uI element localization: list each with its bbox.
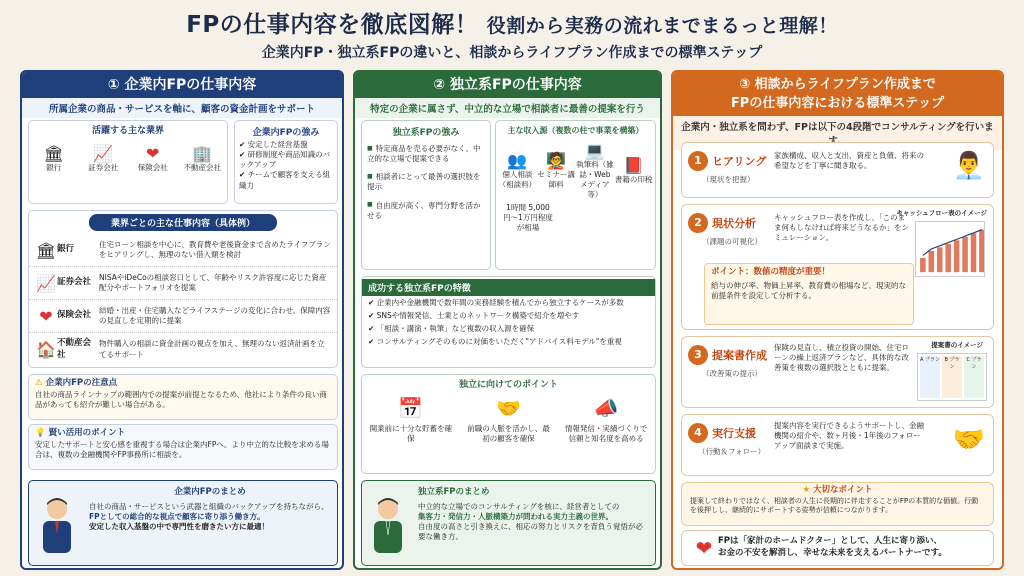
strength-item: ✔ 研修制度や商品知識のバックアップ — [239, 150, 331, 170]
column-standard-steps — [671, 70, 1004, 570]
row-label: 証券会社 — [57, 277, 92, 288]
step-2 — [681, 204, 994, 330]
by-industry-row — [29, 333, 337, 366]
proposal-col: C プラン — [964, 356, 984, 398]
important-text: 提案して終わりではなく、相談者の人生に長期的に伴走することがFPの本質的な価値。行動を後押しし、継続的にサポートする姿勢が信頼につながります。 — [690, 496, 979, 515]
point-label: 情報発信・実績づくりで信頼と知名度を高める — [564, 424, 648, 444]
industry-realestate — [180, 144, 224, 173]
strengths-box — [234, 120, 338, 204]
strength-item: ■ 自由度が高く、専門分野を活かせる — [367, 201, 485, 221]
businessman-illustration — [35, 495, 79, 553]
success-item: ✔ SNSや情報発信、士業とのネットワーク構築で紹介を増やす — [368, 311, 580, 321]
by-industry-row — [29, 300, 337, 333]
page-subtitle: 企業内FP・独立系FPの違いと、相談からライフプラン作成までの標準ステップ — [261, 45, 763, 61]
laptop-icon: 💻 — [584, 141, 605, 160]
success-title: 成功する独立系FPの特徴 — [362, 279, 655, 296]
fee-note: 1時間 5,000円〜1万円程度が相場 — [503, 202, 553, 232]
summary-title: 企業内FPのまとめ — [174, 487, 246, 497]
building-icon: 🏢 — [192, 144, 213, 163]
point-box — [704, 263, 914, 325]
step-number: 2 — [688, 213, 708, 233]
column3-header — [673, 72, 1002, 116]
caution-text: 自社の商品ラインナップの範囲内での提案が前提となるため、他社により条件の良い商品があっても紹介が難しい場合がある。 — [35, 389, 327, 410]
step-title: 提案書作成 — [712, 349, 767, 362]
step-subtitle: （行動＆フォロー） — [698, 447, 766, 456]
title-sub: 役割から実務の流れまでまるっと理解！ — [486, 15, 838, 37]
heart-hand-icon: ❤ — [146, 144, 160, 163]
independent-strengths-title: 独立系FPの強み — [392, 128, 460, 138]
caution-box — [28, 374, 338, 420]
closing-line2: お金の不安を解消し、幸せな未来を支えるパートナーです。 — [718, 548, 947, 558]
row-label: 銀行 — [57, 244, 75, 255]
step-title: 実行支援 — [712, 427, 756, 440]
success-item: ✔ 企業内や金融機関で数年間の実務経験を積んでから独立するケースが多数 — [368, 298, 624, 307]
important-box — [681, 482, 994, 526]
step-number: 1 — [688, 151, 708, 171]
megaphone-icon: 📣 — [593, 396, 619, 420]
column2-lead: 特定の企業に属さず、中立的な立場で相談者に最善の提案を行う — [355, 98, 660, 118]
income-label: セミナー講師料 — [537, 170, 575, 190]
row-label: 保険会社 — [57, 310, 92, 321]
heart-hand-icon: ❤ — [39, 306, 53, 326]
chart-monitor-icon: 📈 — [93, 144, 114, 163]
row-text: 結婚・出産・住宅購入などライフステージの変化に合わせ、保障内容の見直しを定期的に提案 — [99, 305, 331, 325]
step-1 — [681, 142, 994, 198]
caution-title: ⚠ 企業内FPの注意点 — [35, 378, 118, 388]
points-list — [362, 396, 655, 444]
summary-line1: 自社の商品・サービスという武器と組織のバックアップを持ちながら、 — [89, 501, 329, 511]
cashflow-bar — [979, 230, 985, 272]
cashflow-bar — [954, 240, 960, 272]
industry-label: 銀行 — [46, 163, 62, 172]
independent-summary-box — [361, 480, 656, 566]
strengths-title: 企業内FPの強み — [252, 128, 320, 138]
bank-icon: 🏛 — [43, 144, 64, 163]
step-text: 保険の見直し、積立投資の開始、住宅ローンの繰上返済プランなど、具体的な改善策を複数の選択肢とともに提案。 — [774, 343, 909, 373]
proposal-col: B プラン — [942, 356, 962, 398]
row-text: NISAやiDeCoの相談窓口として、年齢やリスク許容度に応じた資産配分やポートフォリオを提案 — [99, 272, 327, 292]
point-item — [564, 396, 648, 444]
proposal-col: A プラン — [920, 356, 940, 398]
income-list — [498, 141, 653, 201]
step-text: キャッシュフロー表を作成し、「このまま何もしなければ将来どうなるか」をシミュレーション。 — [774, 213, 909, 243]
cashflow-bar — [937, 247, 943, 272]
page-title — [0, 6, 1024, 39]
column1-lead: 所属企業の商品・サービスを軸に、顧客の資金計画をサポート — [22, 98, 342, 118]
point-text: 給与の伸び率、物価上昇率、教育費の相場など、現実的な前提条件を設定して分析する。 — [711, 280, 906, 301]
industry-insurance — [131, 144, 175, 173]
step-number: 3 — [688, 345, 708, 365]
by-industry-row — [29, 234, 337, 267]
strength-item: ✔ 安定した経営基盤 — [239, 140, 308, 149]
income-item — [576, 141, 614, 201]
title-main: FPの仕事内容を徹底図解！ — [186, 12, 479, 38]
column3-lead: 企業内・独立系を問わず、FPは以下の4段階でコンサルティングを行いま — [673, 116, 1002, 150]
step-4 — [681, 414, 994, 476]
income-box — [495, 120, 656, 270]
industry-bank — [32, 144, 76, 173]
industry-label: 不動産会社 — [183, 163, 221, 172]
income-label: 書籍の印税 — [614, 175, 653, 185]
strength-item: ■ 相談者にとって最善の選択肢を提示 — [367, 172, 485, 192]
income-label: 執筆料（雑誌・Webメディア等） — [576, 160, 614, 200]
cashflow-bar — [945, 244, 951, 272]
income-item — [498, 151, 536, 190]
heart-hands-icon: ❤ — [695, 536, 713, 560]
points-box — [361, 374, 656, 474]
success-item: ✔ コンサルティングそのものに対価をいただく"アドバイス料モデル"を重視 — [368, 337, 622, 347]
cashflow-chart — [915, 221, 985, 277]
step-number: 4 — [688, 423, 708, 443]
industry-label: 保険会社 — [137, 163, 168, 172]
point-item — [369, 396, 453, 444]
calendar-coin-icon: 📅 — [398, 396, 424, 420]
strength-item: ■ 特定商品を売る必要がなく、中立的な立場で提案できる — [367, 144, 485, 164]
column3-header-line2: FPの仕事内容における標準ステップ — [730, 96, 945, 111]
points-title: 独立に向けてのポイント — [458, 380, 558, 390]
cashflow-bar — [971, 233, 977, 272]
closing-box — [681, 530, 994, 566]
summary-line2: FPとしての総合的な視点で顧客に寄り添う働き方。 — [89, 512, 265, 522]
handshake-icon: 🤝 — [496, 396, 521, 420]
proposal-label: 提案書のイメージ — [931, 341, 983, 349]
industries-box — [28, 120, 228, 204]
independent-strengths-box — [361, 120, 491, 270]
tips-title: 💡 賢い活用のポイント — [35, 428, 126, 438]
by-industry-title: 業界ごとの主な仕事内容（具体例） — [89, 214, 277, 231]
step-title: 現状分析 — [712, 217, 756, 230]
handshake-illustration: 🤝 — [952, 425, 985, 455]
income-label: 個人相談（相談料） — [498, 170, 537, 190]
industry-label: 証券会社 — [88, 163, 119, 172]
house-icon: 🏠 — [36, 340, 56, 359]
chart-monitor-icon: 📈 — [36, 273, 56, 293]
seminar-icon: 🧑‍🏫 — [546, 151, 567, 171]
column1-header: ① 企業内FPの仕事内容 — [22, 72, 342, 98]
point-title: ポイント：数値の精度が重要！ — [711, 267, 831, 277]
income-item — [615, 156, 653, 185]
row-text: 物件購入の相談に資金計画の視点を加え、無理のない返済計画を立てるサポート — [99, 339, 325, 359]
step-text: 家族構成、収入と支出、資産と負債、将来の希望などを丁寧に聞き取る。 — [774, 151, 924, 171]
step-title: ヒアリング — [712, 155, 767, 168]
by-industry-row — [29, 267, 337, 300]
businessman-illustration — [366, 495, 410, 553]
consultation-illustration: 👨‍💼 — [952, 151, 985, 181]
consult-icon: 👥 — [507, 151, 528, 171]
industries-title: 活躍する主な業界 — [91, 126, 164, 136]
summary-line2: 集客力・発信力・人脈構築力が問われる実力主義の世界。 — [418, 512, 613, 522]
cashflow-bar — [962, 237, 968, 272]
step-3 — [681, 336, 994, 408]
cashflow-bar — [920, 258, 926, 272]
column2-header: ② 独立系FPの仕事内容 — [355, 72, 660, 98]
row-text: 住宅ローン相談を中心に、教育費や老後資金まで含めたライフプランをヒアリングし、無理のない借入額を検討 — [99, 239, 331, 259]
summary-line3: 自由度の高さと引き換えに、相応の努力とリスクを背負う覚悟が必要な働き方。 — [418, 522, 643, 542]
cashflow-bar — [929, 251, 935, 272]
income-title: 主な収入源（複数の柱で事業を構築） — [507, 126, 644, 135]
summary-box — [28, 480, 338, 566]
step-subtitle: （課題の可視化） — [702, 237, 762, 246]
by-industry-box — [28, 210, 338, 368]
proposal-image — [917, 353, 987, 401]
strength-item: ✔ チームで顧客を支える組織力 — [239, 170, 331, 190]
step-subtitle: （改善策の提示） — [702, 369, 762, 378]
summary-title: 独立系FPのまとめ — [418, 487, 490, 497]
industries-list — [29, 144, 227, 173]
cashflow-chart-label: キャッシュフロー表のイメージ — [896, 209, 987, 217]
success-box — [361, 276, 656, 368]
column3-header-line1: ③ 相談からライフプラン作成まで — [739, 77, 936, 92]
star-icon: ★ — [802, 485, 811, 495]
tips-text: 安定したサポートと安心感を重視する場合は企業内FPへ。より中立的な比較を求める場合は、複数の金融機関やFP事務所に相談を。 — [35, 439, 329, 460]
point-item — [466, 396, 550, 444]
industry-securities — [81, 144, 125, 173]
closing-line1: FPは「家計のホームドクター」として、人生に寄り添い、 — [718, 536, 943, 547]
step-subtitle: （現状を把握） — [702, 175, 755, 184]
summary-line3: 安定した収入基盤の中で専門性を磨きたい方に最適！ — [89, 522, 269, 532]
important-title: ★ 大切なポイント — [802, 485, 873, 495]
column-corporate-fp — [20, 70, 344, 570]
summary-line1: 中立的な立場でのコンサルティングを核に、経営者としての — [418, 501, 620, 511]
column-independent-fp — [353, 70, 662, 570]
tips-box — [28, 424, 338, 470]
point-label: 開業前に十分な貯蓄を確保 — [369, 424, 453, 444]
point-label: 前職の人脈を活かし、最初の顧客を確保 — [467, 424, 550, 444]
warning-icon: ⚠ — [35, 378, 43, 388]
success-item: ✔ 「相談・講演・執筆」など複数の収入源を確保 — [368, 324, 535, 334]
book-icon: 📕 — [623, 156, 644, 176]
step-text: 提案内容を実行できるようサポートし、金融機関の紹介や、数ヶ月後・1年後のフォローアップ面談まで実施。 — [774, 421, 924, 451]
bank-icon: 🏛 — [35, 240, 57, 260]
lightbulb-icon: 💡 — [35, 428, 46, 438]
income-item — [537, 151, 575, 190]
row-label: 不動産会社 — [57, 337, 92, 360]
